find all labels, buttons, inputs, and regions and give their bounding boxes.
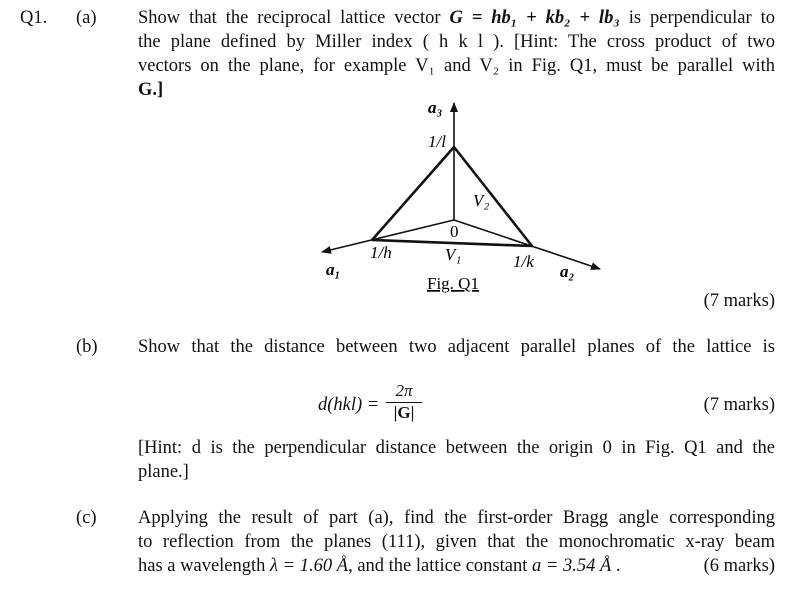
- distance-formula-numerator: 2π: [395, 381, 413, 400]
- part-b-hint-1: [Hint: d is the perpendicular distance between the origin 0 in Fig. Q1 and the: [138, 438, 775, 458]
- label-a3: a₃: [428, 98, 443, 117]
- part-a-label: (a): [76, 8, 97, 28]
- part-b-line-1: Show that the distance between two adjacent parallel planes of the lattice is: [138, 337, 775, 357]
- label-a2: a₂: [560, 262, 575, 281]
- part-a-line-1-end: is perpendicular to: [628, 8, 776, 28]
- part-c-line-3-b: , and the lattice constant: [348, 556, 528, 576]
- part-a-line-4: G.]: [138, 80, 164, 100]
- label-v1: V₁: [445, 245, 462, 264]
- figure-caption: Fig. Q1: [427, 274, 479, 293]
- part-b-marks: (7 marks): [703, 395, 775, 415]
- part-c-line-3-a: has a wavelength: [138, 556, 266, 576]
- distance-formula-lhs: d(hkl) =: [318, 395, 380, 415]
- part-b-label: (b): [76, 337, 98, 357]
- question-number: Q1.: [20, 8, 48, 28]
- part-c-line-3-c: .: [615, 556, 621, 576]
- label-a1: a₁: [326, 260, 341, 279]
- label-inv-l: 1/l: [428, 132, 446, 151]
- distance-formula-denominator: |G|: [393, 403, 415, 422]
- label-v2: V₂: [473, 191, 490, 210]
- part-b-hint-2: plane.]: [138, 462, 189, 482]
- part-c-line-3: [138, 556, 621, 577]
- part-a-line-3: vectors on the plane, for example V₁ and V₂ in Fig. Q1, must be parallel with: [138, 56, 775, 76]
- distance-formula-fraction: [384, 381, 424, 423]
- part-c-marks: (6 marks): [703, 556, 775, 576]
- lattice-constant-value: a = 3.54 Å: [532, 556, 612, 576]
- wavelength-value: λ = 1.60 Å: [270, 556, 349, 576]
- part-a-marks: (7 marks): [703, 291, 775, 311]
- part-a-line-1-text: Show that the reciprocal lattice vector: [138, 8, 441, 28]
- label-origin: 0: [450, 222, 459, 241]
- label-inv-h: 1/h: [370, 243, 392, 262]
- label-inv-k: 1/k: [513, 252, 534, 271]
- reciprocal-vector-formula: G = hb₁ + kb₂ + lb₃: [449, 8, 620, 28]
- figure-q1: [300, 95, 620, 300]
- part-c-label: (c): [76, 508, 97, 528]
- part-c-line-1: Applying the result of part (a), find the first-order Bragg angle corresponding: [138, 508, 775, 528]
- part-a-line-1: [138, 8, 775, 29]
- part-a-line-2: the plane defined by Miller index ( h k l ). [Hint: The cross product of two: [138, 32, 775, 52]
- part-c-line-2: to reflection from the planes (111), given that the monochromatic x-ray beam: [138, 532, 775, 552]
